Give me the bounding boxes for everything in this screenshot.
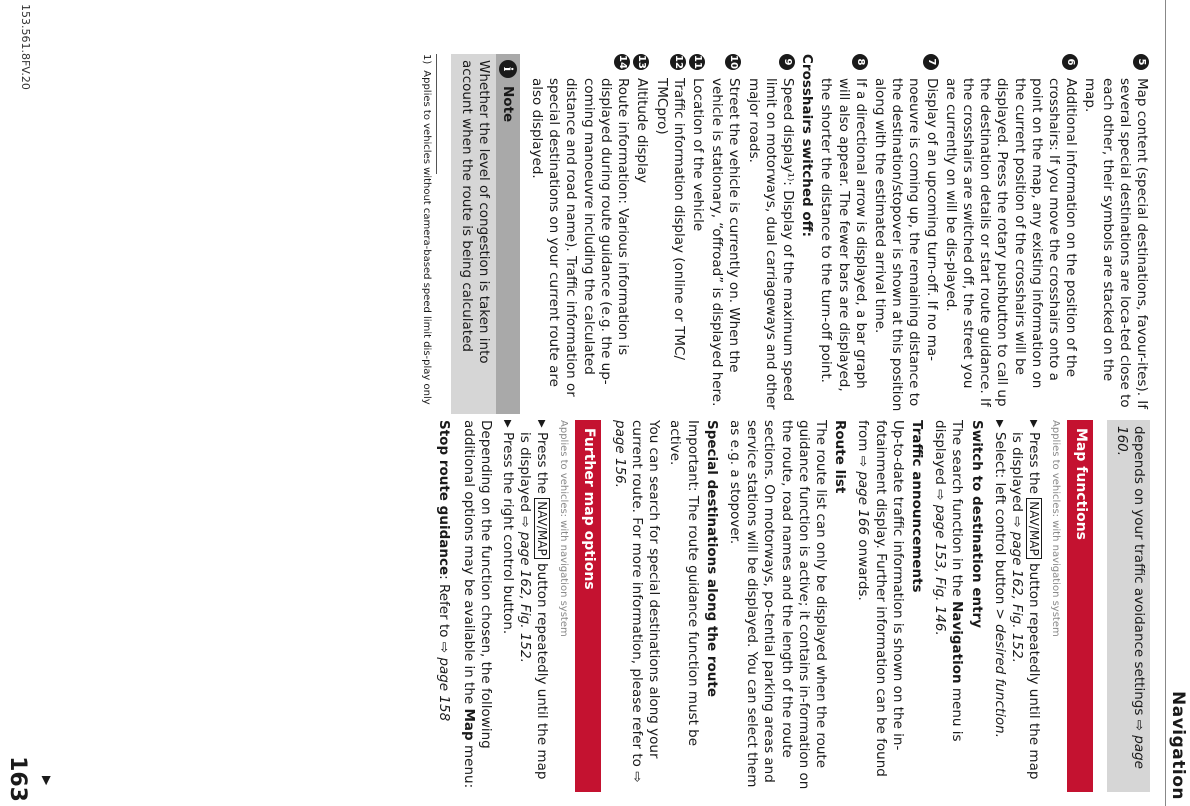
page-ref-link[interactable]: ⇨ page 162, Fig. 152. (516, 516, 533, 663)
para-text: You can search for special destinations along your current route. For more information, please refer to (628, 420, 663, 767)
page-ref-link[interactable]: ⇨ page 158 (436, 641, 453, 722)
switch-heading: Switch to destination entry (968, 420, 985, 629)
note-title: Note (500, 86, 517, 123)
map-functions-applies: Applies to vehicles: with navigation system (1050, 420, 1062, 637)
page-ref-link[interactable]: ⇨ page 156. (611, 420, 645, 783)
para-text: menu is displayed (932, 420, 966, 742)
numbered-item (708, 54, 742, 414)
bullet-text: button repeatedly until the map is displayed (1008, 432, 1043, 780)
page-ref-link[interactable]: ⇨ page 162, Fig. 152. (1008, 516, 1025, 663)
route-list-paragraph: The route list can only be displayed when the route guidance function is active; it contains in-formation on the route, road names and the length of the route sections. On motorways, po-tential parking areas and service stations will be displayed. You can select them as e.g. a stopover. (726, 420, 829, 790)
bullet-text: Select: left control button > (991, 432, 1008, 620)
callout-number-icon: 9 (779, 54, 795, 70)
info-icon: i (499, 60, 517, 78)
bullet-text: Press the (534, 432, 551, 494)
callout-number-icon: 7 (923, 54, 939, 70)
numbered-item (689, 54, 706, 414)
bullet-item (499, 420, 516, 792)
continued-box (1107, 420, 1150, 792)
page-ref-link[interactable]: ⇨ page 166 (855, 455, 872, 536)
bullet-item (991, 420, 1008, 792)
special-paragraph-2 (611, 420, 663, 792)
further-applies: Applies to vehicles: with navigation system (558, 420, 570, 637)
numbered-item (942, 54, 1080, 414)
continued-ref[interactable]: ⇨ page 160. (1113, 426, 1147, 769)
continue-triangle-icon: ▶ (40, 776, 54, 786)
para-text: Depending on the function chosen, the following additional options may be available in the (461, 420, 495, 749)
traffic-heading: Traffic announcements (908, 420, 925, 593)
numbered-item-text: Location of the vehicle (689, 78, 706, 232)
callout-number-icon: 12 (670, 54, 686, 70)
numbered-item (744, 54, 796, 414)
numbered-item-text: Map content (special destinations, favour-ites). If several special destinations are loca-ted close to each other, their symbols are stacked on the map. (1082, 78, 1150, 410)
numbered-item-text: Speed display¹⁾: Display of the maximum speed limit on motorways, dual carriageways and other major roads. (745, 78, 796, 410)
numbered-item-text: Altitude display (634, 78, 651, 183)
map-functions-banner: Map functions (1067, 420, 1092, 792)
numbered-item-text: If a directional arrow is displayed, a bar graph will also appear. The fewer bars are displayed, the shorter the distance to the turn-off point. (818, 78, 869, 392)
continued-text: depends on your traffic avoidance settings (1131, 426, 1147, 716)
nav-map-key: NAV/MAP (1026, 498, 1042, 558)
numbered-item-text: Additional information on the position of the crosshairs: If you move the crosshairs onto a point on the map, any existing information on the current position of the crosshairs will be displayed. Press the rotary pushbutton to call up the destination details or start route guidance. If the crosshairs are switched off, the street you are currently on will be dis-played. (942, 78, 1080, 407)
numbered-list-2 (528, 54, 796, 414)
special-destinations-heading: Special destinations along the route (703, 420, 720, 698)
para-text: : Refer to (436, 575, 453, 638)
page-header-title: Navigation (1168, 691, 1188, 800)
bullet-text: button repeatedly until the map is displayed (516, 432, 551, 780)
numbered-list (817, 54, 1150, 414)
callout-number-icon: 5 (1133, 54, 1149, 70)
numbered-item-text: Traffic information display (online or TMC/ TMCpro) (653, 78, 687, 360)
bullet-item (516, 420, 550, 792)
para-text: Up-to-date traffic information is shown on the in-fotainment display. Further information can be found from (855, 420, 906, 777)
numbered-item-text: Display of an upcoming turn-off. If no ma-noeuvre is coming up, the remaining distance to the destination/stopover is shown at this position along with the estimated arrival time. (871, 78, 940, 412)
special-paragraph-1: Important: The route guidance function must be active. (667, 420, 701, 747)
nav-map-key: NAV/MAP (534, 498, 550, 558)
route-list-heading: Route list (832, 420, 849, 494)
further-map-options-banner: Further map options (575, 420, 600, 792)
footnote-rule (436, 54, 437, 174)
stop-route-paragraph (435, 420, 452, 792)
switch-paragraph (931, 420, 965, 792)
subheading-crosshairs: Crosshairs switched off: (799, 54, 816, 237)
bullet-text: Press the right control button. (499, 432, 516, 635)
callout-number-icon: 13 (633, 54, 649, 70)
callout-number-icon: 8 (852, 54, 868, 70)
para-text: The search function in the (949, 420, 966, 597)
numbered-item (1081, 54, 1150, 414)
numbered-item (633, 54, 650, 414)
document-code: 153.561.8FV.20 (19, 4, 32, 90)
bullet-item (1008, 420, 1042, 792)
bullet-triangle-icon: ▶ (501, 420, 513, 428)
numbered-item (871, 54, 940, 414)
numbered-item (528, 54, 631, 414)
bold-term: Map (461, 708, 478, 741)
bold-term: Stop route guidance (436, 420, 453, 576)
bullet-triangle-icon: ▶ (993, 420, 1005, 428)
numbered-item-text: Route information: Various information is displayed during route guidance (e.g. the up-coming manoeuvre including the calculated distance and road name). Traffic information or special destinations on your current route are also displayed. (529, 78, 632, 397)
bold-term: Navigation (949, 601, 966, 684)
left-column (420, 54, 1150, 414)
numbered-item-text: Street the vehicle is currently on. When the vehicle is stationary, “offroad” is displayed here. (709, 78, 743, 407)
callout-number-icon: 11 (689, 54, 705, 70)
bullet-text: Press the (1026, 432, 1043, 494)
bullet-triangle-icon: ▶ (1028, 420, 1040, 428)
footnote-text: Applies to vehicles without camera-based speed limit dis-play only (421, 70, 433, 405)
header-rule (1165, 0, 1166, 806)
para-text: menu: (461, 745, 478, 789)
bullet-italic-text: desired function. (991, 624, 1008, 738)
numbered-item (652, 54, 686, 414)
footnote-mark: 1) (421, 54, 433, 65)
note-text: Whether the level of congestion is taken into account when the route is being calculated (458, 60, 492, 364)
footnote (420, 54, 432, 414)
further-paragraph (460, 420, 494, 792)
right-column (431, 420, 1150, 792)
callout-number-icon: 14 (614, 54, 630, 70)
traffic-paragraph (854, 420, 906, 792)
bullet-triangle-icon: ▶ (536, 420, 548, 428)
note-header (496, 54, 520, 414)
numbered-item (817, 54, 869, 414)
page-number: 163 (5, 756, 30, 802)
callout-number-icon: 10 (725, 54, 741, 70)
callout-number-icon: 6 (1062, 54, 1078, 70)
page-ref-link[interactable]: ⇨ page 153, Fig. 146. (932, 489, 949, 636)
para-text: onwards. (855, 539, 872, 601)
note-box (451, 54, 519, 414)
